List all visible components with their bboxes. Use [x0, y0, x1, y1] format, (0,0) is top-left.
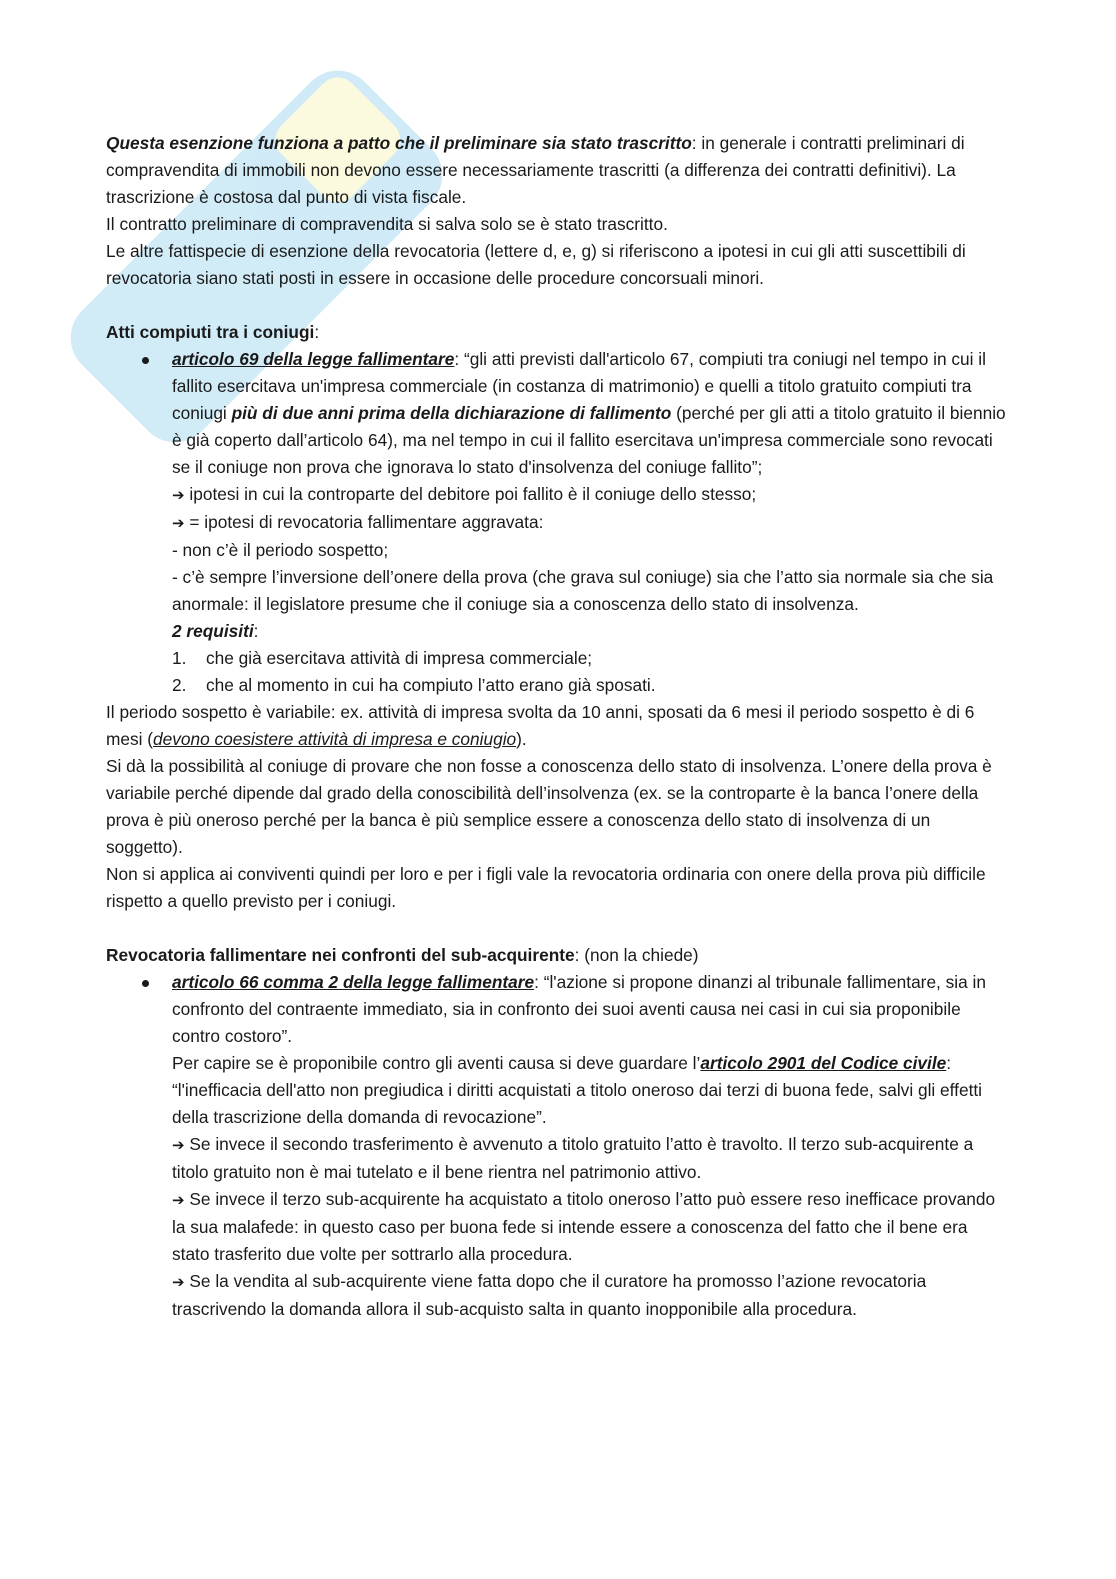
paragraph-salva: Il contratto preliminare di compravendita si salva solo se è stato trascritto.	[106, 214, 668, 234]
text: Se invece il secondo trasferimento è avvenuto a titolo gratuito l’atto è travolto. Il terzo sub-acquirente a titolo gratuito non è mai tutelato e il bene rientra nel patrimonio attivo.	[172, 1134, 974, 1182]
paragraph-onere-prova: Si dà la possibilità al coniuge di provare che non fosse a conoscenza dello stato di insolvenza. L’onere della prova è variabile perché dipende dal grado della conoscibilità dell’insolvenza (ex. se la controparte è la banca l’onere della prova è più oneroso perché per la banca è più semplice essere a conoscenza dello stato di insolvenza di un soggetto).	[106, 756, 992, 857]
label-colon: :	[253, 621, 259, 641]
article-66-quote	[172, 969, 1006, 1050]
text: : “l'inefficacia dell'atto non pregiudica i diritti acquistati a titolo oneroso dai terzi di buona fede, salvi gli effetti della trascrizione della domanda di revocazione”.	[172, 1053, 983, 1127]
numbered-item	[172, 672, 1006, 699]
dash-line: - c’è sempre l’inversione dell’onere della prova (che grava sul coniuge) sia che l’atto sia normale sia che sia anormale: il legislatore presume che il coniuge sia a conoscenza dello stato di insolvenza.	[172, 567, 994, 614]
list-item	[172, 346, 1006, 699]
paragraph-preliminare	[106, 130, 1006, 211]
arrow-right-icon: ➔	[172, 486, 185, 504]
arrow-line	[172, 481, 1006, 509]
article-69-quote	[172, 346, 1006, 481]
document-page	[106, 130, 1006, 1323]
text: Se la vendita al sub-acquirente viene fatta dopo che il curatore ha promosso l’azione revocatoria trascrivendo la domanda allora il sub-acquisto salta in quanto inopponibile alla procedura.	[172, 1271, 927, 1319]
text: : “gli atti previsti dall'articolo 67, compiuti tra coniugi nel tempo in cui il fallito esercitava un'impresa commerciale (in costanza di matrimonio) e quelli a titolo gratuito compiuti tra coniugi	[172, 349, 986, 423]
paragraph-periodo-sospetto	[106, 699, 1006, 753]
text: Se invece il terzo sub-acquirente ha acquistato a titolo oneroso l’atto può essere reso inefficace provando la sua malafede: in questo caso per buona fede si intende essere a conoscenza del fatto che il bene era stato trasferito due volte per sottrarlo alla procedura.	[172, 1189, 996, 1264]
bullet-icon	[142, 357, 149, 364]
item-number: 1.	[172, 648, 187, 668]
text: (perché per gli atti a titolo gratuito il biennio è già coperto dall’articolo 64), ma nel tempo in cui il fallito esercitava un'impresa commerciale sono revocati se il coniuge non prova che ignorava lo stato d'insolvenza del coniuge fallito”;	[172, 403, 1006, 477]
arrow-right-icon: ➔	[172, 1136, 185, 1154]
text: Per capire se è proponibile contro gli aventi causa si deve guardare l’	[172, 1053, 701, 1073]
arrow-line	[172, 1131, 1006, 1186]
arrow-right-icon: ➔	[172, 1273, 185, 1291]
paragraph-conviventi: Non si applica ai conviventi quindi per loro e per i figli vale la revocatoria ordinaria con onere della prova più difficile rispetto a quello previsto per i coniugi.	[106, 864, 986, 911]
arrow-line	[172, 509, 1006, 537]
item-text: che già esercitava attività di impresa commerciale;	[206, 648, 593, 668]
section-heading-sub-acquirente	[106, 942, 1006, 969]
requisiti-list	[172, 645, 1006, 699]
emphasis: più di due anni prima della dichiarazione di fallimento	[231, 403, 672, 423]
heading-colon: :	[314, 322, 320, 342]
text: ).	[516, 729, 527, 749]
spacer	[106, 292, 1006, 319]
bullet-icon	[142, 980, 149, 987]
arrow-line	[172, 1268, 1006, 1323]
arrow-right-icon: ➔	[172, 1191, 185, 1209]
heading-text: Atti compiuti tra i coniugi	[106, 322, 315, 342]
text: : in generale i contratti preliminari di compravendita di immobili non devono essere necessariamente trascritti (a differenza dei contratti definitivi). La trascrizione è costosa dal punto di vista fiscale.	[106, 133, 965, 207]
dash-line: - non c’è il periodo sospetto;	[172, 540, 389, 560]
article-2901-quote	[172, 1050, 1006, 1131]
article-reference: articolo 66 comma 2 della legge fallimentare	[172, 972, 535, 992]
list-item	[172, 969, 1006, 1323]
section-heading-coniugi	[106, 319, 1006, 346]
spacer	[106, 915, 1006, 942]
label-text: 2 requisiti	[172, 621, 254, 641]
requisiti-label	[172, 618, 1006, 645]
text: : “l'azione si propone dinanzi al tribunale fallimentare, sia in confronto del contraente immediato, sia in confronto dei suoi aventi causa nei casi in cui sia proponibile contro costoro”.	[172, 972, 986, 1046]
bullet-list-coniugi	[106, 346, 1006, 699]
emphasis-lead: Questa esenzione funziona a patto che il preliminare sia stato trascritto	[106, 133, 692, 153]
emphasis-underlined: devono coesistere attività di impresa e coniugio	[153, 729, 517, 749]
item-number: 2.	[172, 675, 187, 695]
bullet-list-sub-acquirente	[106, 969, 1006, 1323]
article-reference: articolo 2901 del Codice civile	[700, 1053, 947, 1073]
arrow-line	[172, 1186, 1006, 1268]
numbered-item	[172, 645, 1006, 672]
text: = ipotesi di revocatoria fallimentare aggravata:	[189, 512, 544, 532]
text: ipotesi in cui la controparte del debitore poi fallito è il coniuge dello stesso;	[189, 484, 757, 504]
heading-note: : (non la chiede)	[574, 945, 699, 965]
arrow-right-icon: ➔	[172, 514, 185, 532]
item-text: che al momento in cui ha compiuto l’atto erano già sposati.	[206, 675, 656, 695]
text: Il periodo sospetto è variabile: ex. attività di impresa svolta da 10 anni, sposati da 6 mesi il periodo sospetto è di 6 mesi (	[106, 702, 975, 749]
heading-text: Revocatoria fallimentare nei confronti del sub-acquirente	[106, 945, 575, 965]
paragraph-altre-fattispecie: Le altre fattispecie di esenzione della revocatoria (lettere d, e, g) si riferiscono a ipotesi in cui gli atti suscettibili di revocatoria siano stati posti in essere in occasione delle procedure concorsuali minori.	[106, 241, 966, 288]
article-reference: articolo 69 della legge fallimentare	[172, 349, 455, 369]
